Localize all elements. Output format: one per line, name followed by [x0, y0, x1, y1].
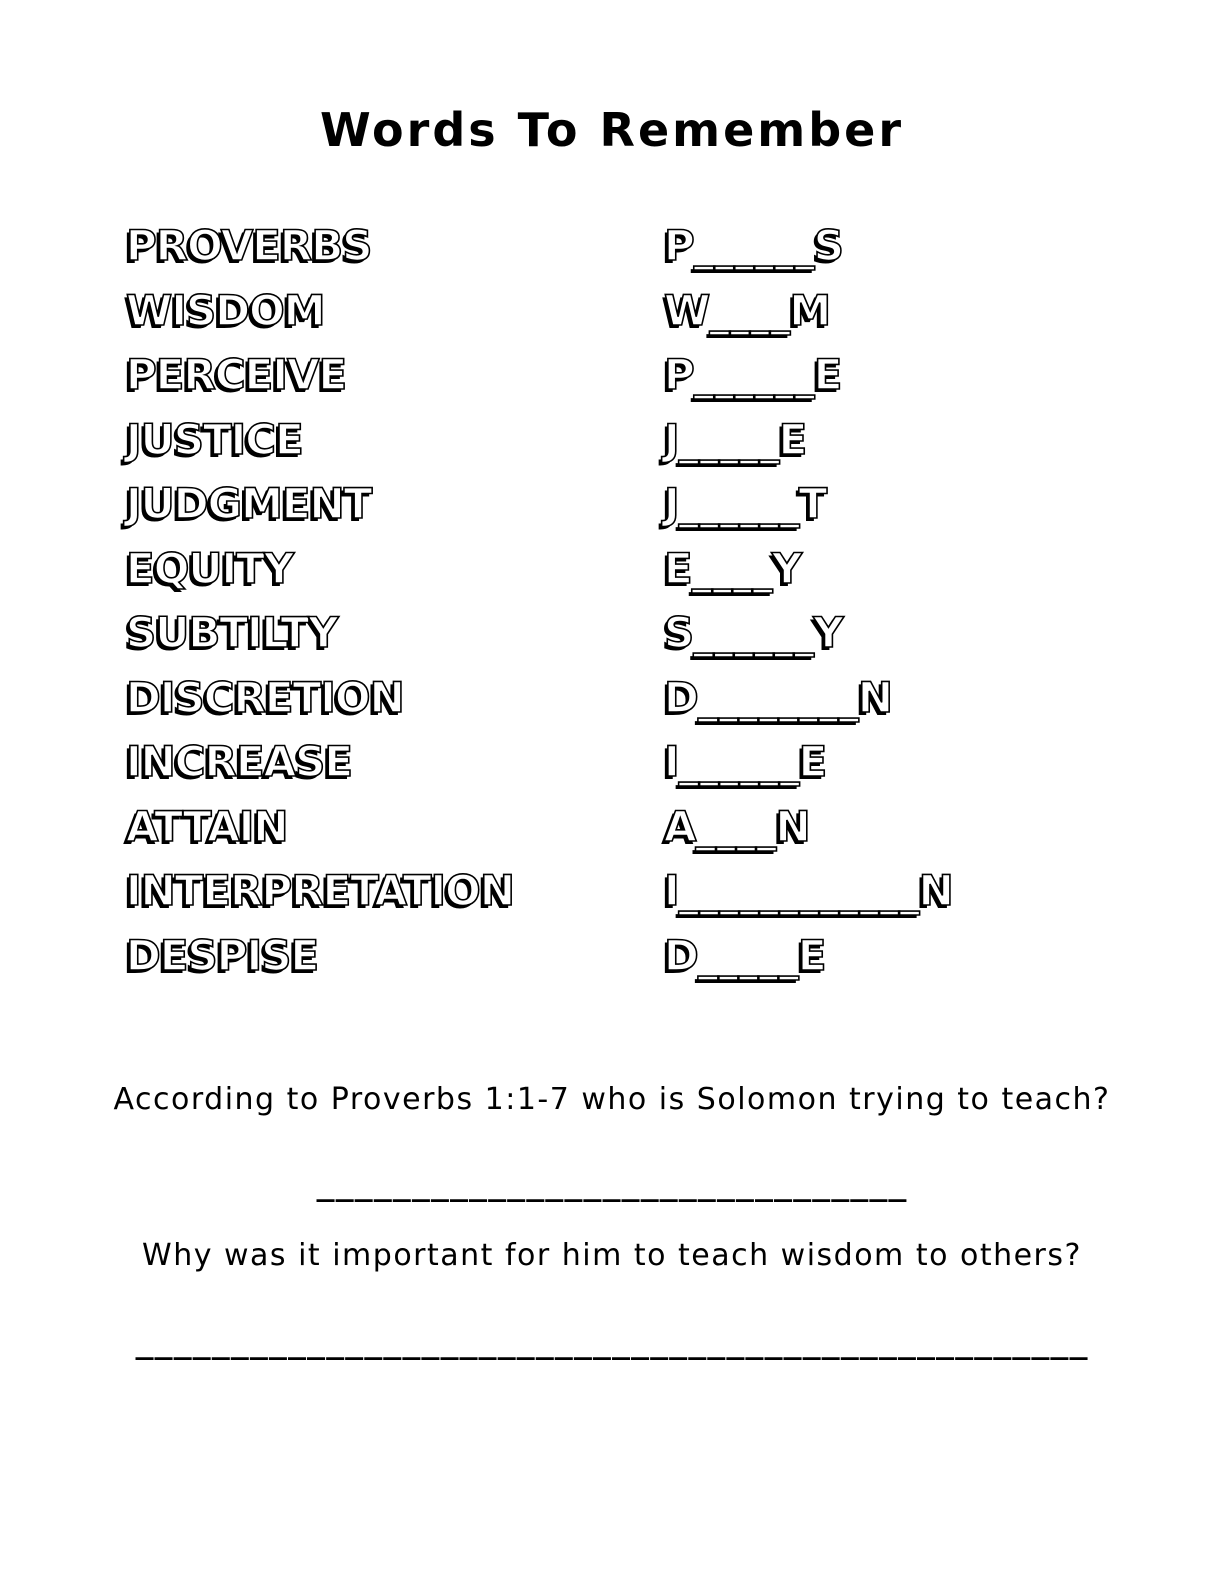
word-row — [0, 734, 1224, 799]
word-clue-blank: D________N — [664, 672, 893, 722]
answer-line-2: __________________________________________________ — [135, 1326, 1089, 1361]
vocab-word: WISDOM — [126, 285, 325, 335]
word-clue-blank: J_____E — [664, 414, 807, 464]
word-clue-blank: D_____E — [664, 930, 826, 980]
vocab-word: ATTAIN — [126, 801, 288, 851]
vocab-word: SUBTILTY — [126, 608, 338, 657]
vocab-word: DESPISE — [126, 930, 319, 980]
word-row — [0, 283, 1224, 348]
word-row — [0, 799, 1224, 864]
word-clue-blank: A____N — [664, 801, 810, 851]
vocab-word: JUSTICE — [126, 414, 303, 464]
word-row — [0, 670, 1224, 735]
word-clue-blank: I______E — [664, 737, 827, 786]
page-title: Words To Remember — [319, 103, 905, 157]
word-clue-blank: S______Y — [664, 608, 843, 657]
word-row — [0, 347, 1224, 412]
vocab-word: PROVERBS — [126, 221, 372, 270]
word-clue-blank: E____Y — [664, 543, 802, 593]
vocab-word: INTERPRETATION — [126, 866, 515, 915]
vocab-word: EQUITY — [126, 543, 294, 593]
word-clue-blank: P______E — [664, 350, 842, 399]
word-row — [0, 476, 1224, 541]
vocab-word: INCREASE — [126, 737, 353, 786]
word-row — [0, 863, 1224, 928]
word-list — [0, 218, 1224, 992]
word-clue-blank: P______S — [664, 221, 844, 270]
word-clue-blank: I____________N — [664, 866, 953, 915]
word-row — [0, 218, 1224, 283]
vocab-word: PERCEIVE — [126, 350, 347, 399]
question-1: According to Proverbs 1:1-7 who is Solomon trying to teach? — [113, 1082, 1111, 1117]
word-clue-blank: W____M — [664, 285, 831, 335]
word-clue-blank: J______T — [664, 479, 827, 528]
word-row — [0, 605, 1224, 670]
word-row — [0, 412, 1224, 477]
word-row — [0, 541, 1224, 606]
word-row — [0, 928, 1224, 993]
vocab-word: JUDGMENT — [126, 479, 372, 528]
vocab-word: DISCRETION — [126, 672, 404, 722]
question-2: Why was it important for him to teach wisdom to others? — [142, 1238, 1082, 1273]
answer-line-1: _______________________________ — [316, 1168, 908, 1203]
